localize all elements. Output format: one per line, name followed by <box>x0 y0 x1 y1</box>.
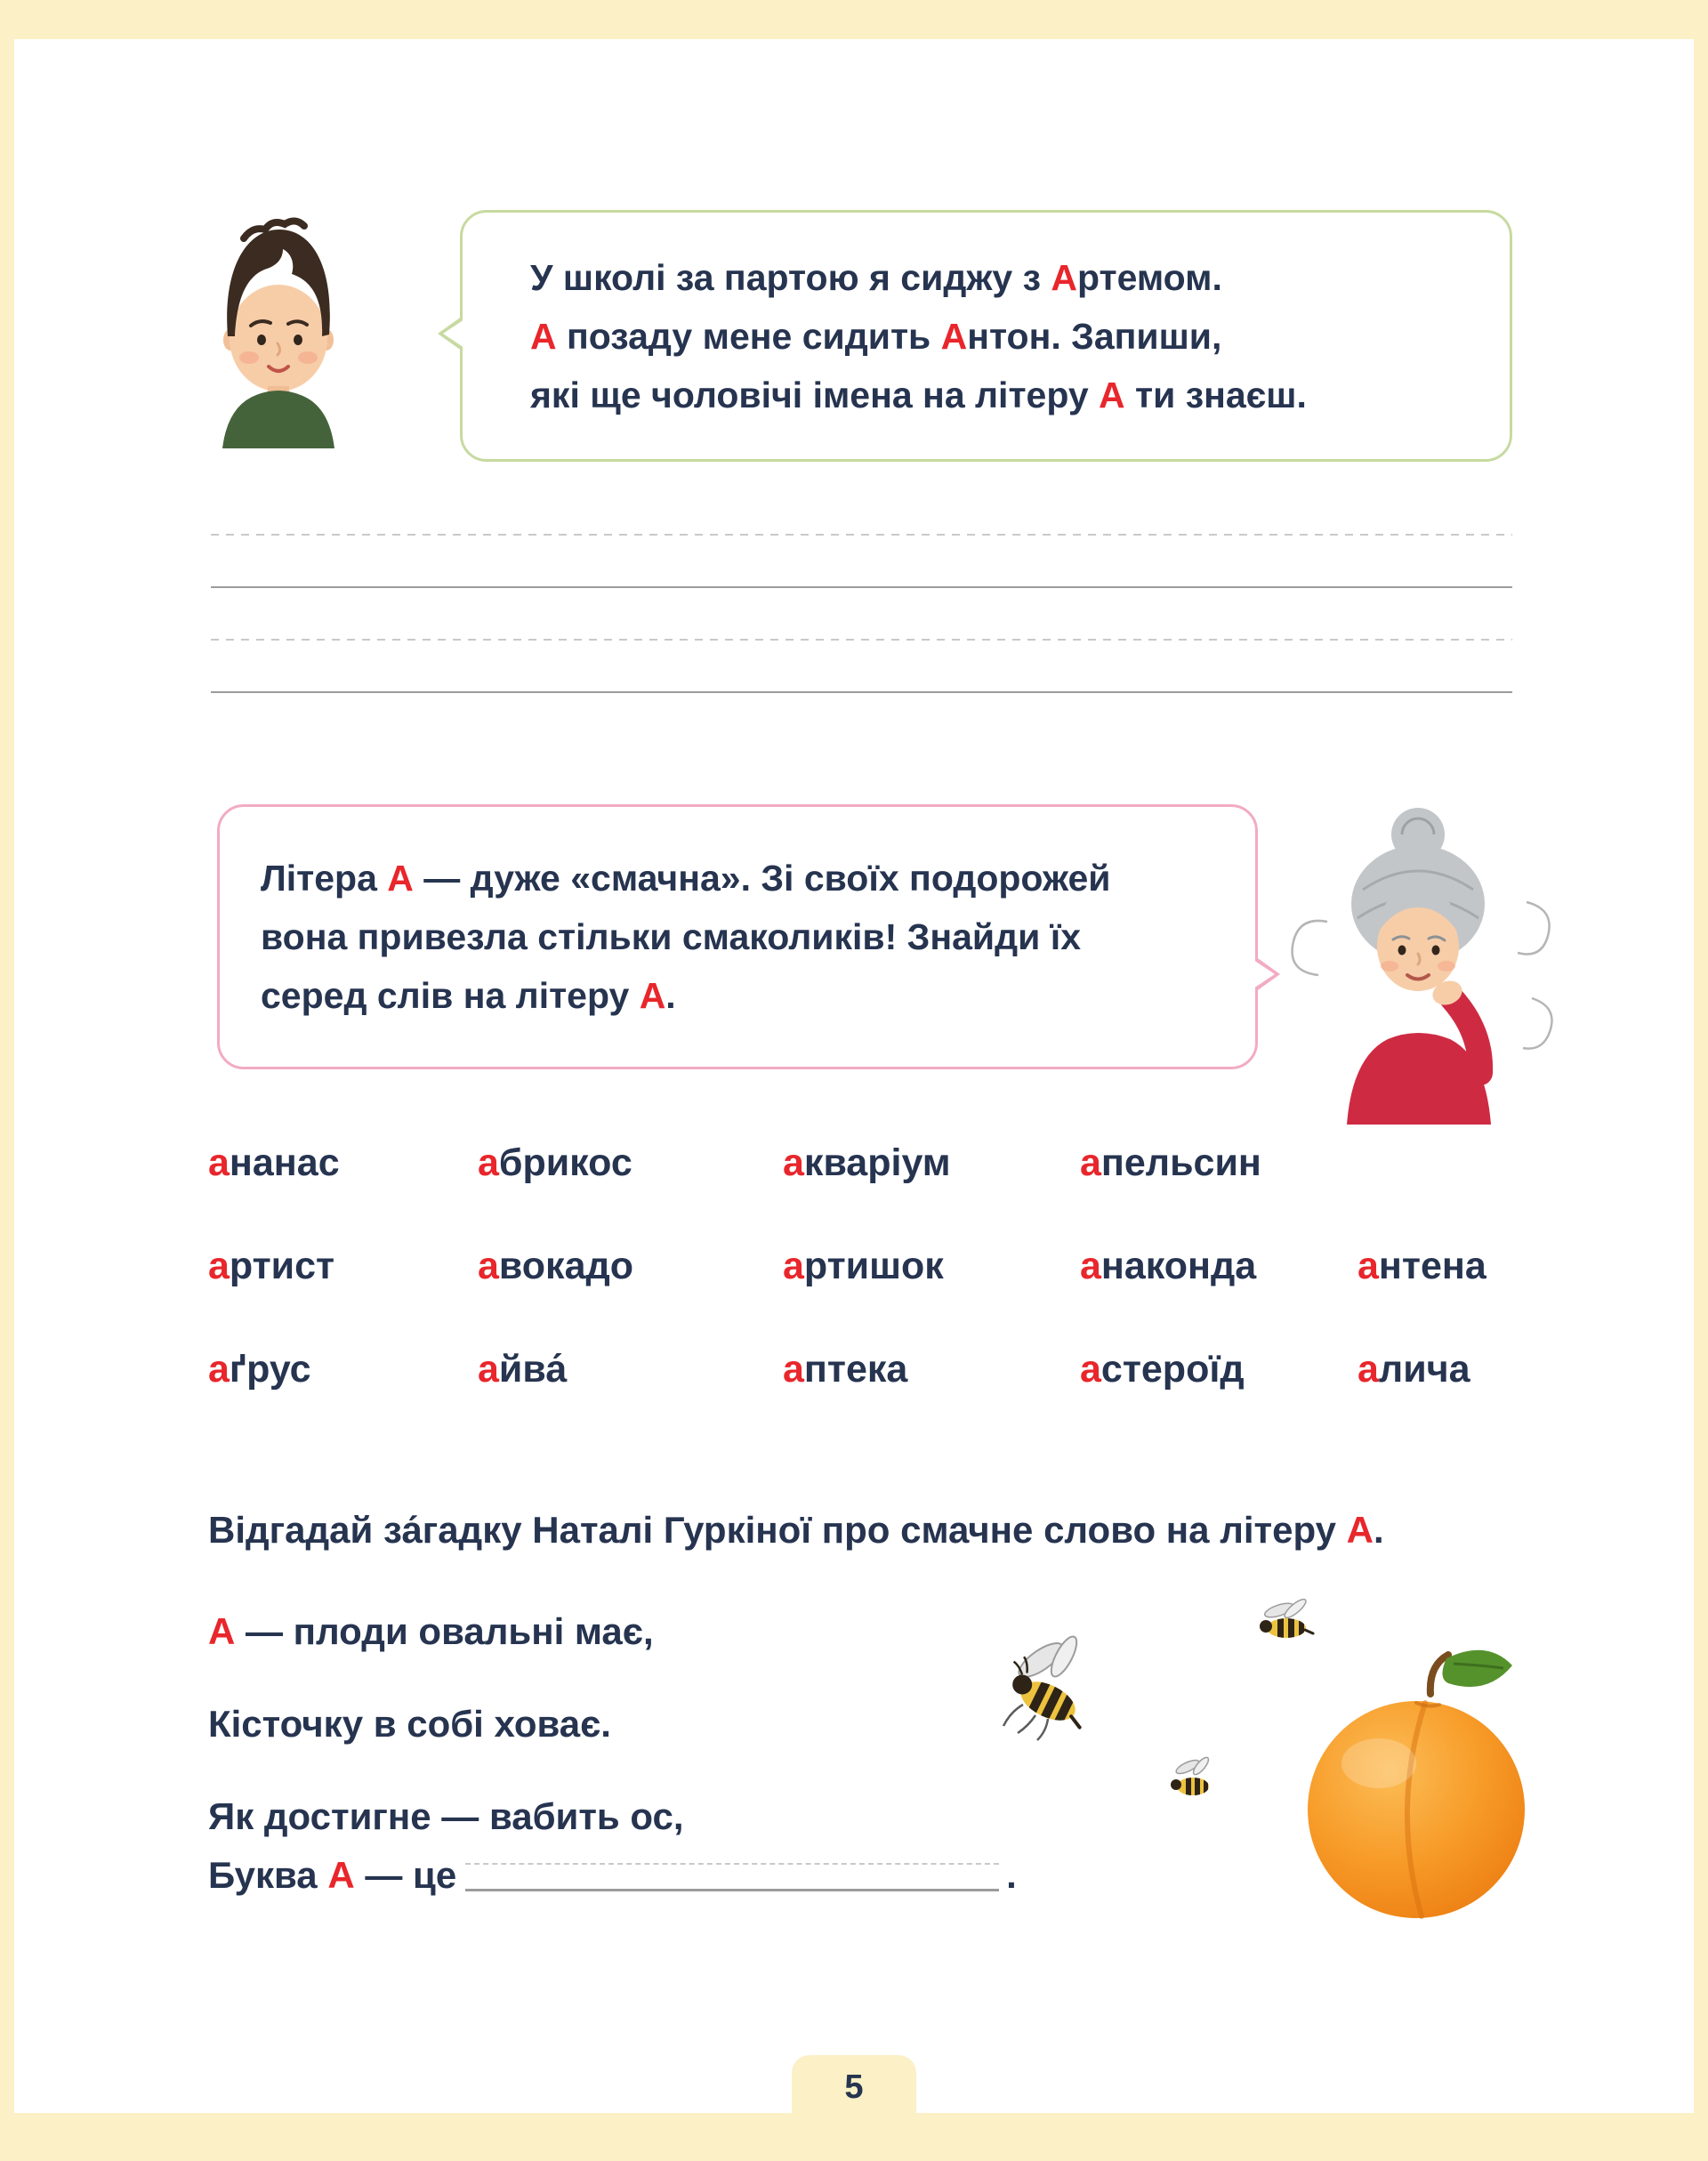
grandma-character-illustration <box>1267 797 1580 1125</box>
red-letter: а <box>1358 1348 1379 1391</box>
answer-prefix <box>208 1854 456 1896</box>
red-letter: А <box>530 315 557 357</box>
word-rest: стероїд <box>1100 1348 1245 1391</box>
word-item <box>783 1347 1080 1391</box>
word-rest: кваріум <box>803 1141 951 1184</box>
page-number: 5 <box>844 2068 864 2106</box>
text-segment: позаду мене сидить <box>556 315 941 357</box>
writing-line-dashed[interactable] <box>211 534 1512 536</box>
word-item <box>783 1244 1080 1288</box>
text-segment: серед слів на літеру <box>261 975 640 1016</box>
red-letter: а <box>1080 1245 1101 1287</box>
red-letter: а <box>208 1245 230 1287</box>
red-letter: а <box>478 1141 499 1184</box>
writing-lines-area[interactable] <box>211 534 1512 699</box>
text-segment: які ще чоловічі імена на літеру <box>530 374 1100 415</box>
red-letter: А <box>1051 256 1077 298</box>
word-item <box>783 1141 1080 1185</box>
riddle-line <box>208 1795 684 1838</box>
wasp-icon <box>993 1630 1103 1744</box>
page-number-tab <box>792 2055 916 2119</box>
riddle-answer-line <box>208 1854 1017 1897</box>
text-segment: нтон. Запиши, <box>967 315 1222 357</box>
word-row <box>208 1347 1516 1391</box>
grandma-speech-bubble <box>217 804 1258 1069</box>
word-rest: брикос <box>498 1141 632 1184</box>
word-rest: наконда <box>1100 1245 1257 1287</box>
word-rest: пельсин <box>1100 1141 1261 1184</box>
apricot-illustration <box>1295 1639 1541 1936</box>
speech-line <box>261 907 1229 966</box>
word-item <box>1080 1141 1358 1185</box>
word-item <box>1080 1347 1358 1391</box>
text-segment: ртемом. <box>1076 256 1222 298</box>
speech-line <box>261 966 1229 1025</box>
word-rest: вокадо <box>498 1245 634 1287</box>
red-letter: А <box>639 975 666 1016</box>
red-letter: а <box>208 1141 230 1184</box>
word-row <box>208 1244 1516 1288</box>
word-item <box>478 1347 783 1391</box>
word-item <box>208 1244 478 1288</box>
text-segment: — це <box>354 1854 457 1896</box>
word-grid <box>208 1141 1516 1450</box>
writing-line-solid[interactable] <box>211 586 1512 588</box>
red-letter: А <box>1346 1509 1374 1551</box>
text-segment: Літера <box>261 858 388 899</box>
word-item <box>1358 1244 1516 1288</box>
text-segment: вона привезла стільки смаколиків! Знайди їх <box>261 916 1082 957</box>
text-segment: У школі за партою я сиджу з <box>530 256 1051 298</box>
speech-line <box>530 248 1474 307</box>
word-rest: лича <box>1378 1348 1470 1391</box>
riddle-lines <box>208 1610 684 1888</box>
word-rest: йва́ <box>498 1348 568 1391</box>
word-item <box>208 1347 478 1391</box>
riddle-line <box>208 1703 684 1746</box>
word-rest: нтена <box>1378 1245 1486 1287</box>
speech-line <box>261 849 1229 907</box>
word-item <box>478 1141 783 1185</box>
word-rest: птека <box>803 1348 908 1391</box>
red-letter: а <box>478 1348 499 1391</box>
word-item <box>208 1141 478 1185</box>
word-rest: ґрус <box>229 1348 311 1391</box>
writing-line-dashed[interactable] <box>211 639 1512 641</box>
red-letter: а <box>208 1348 230 1391</box>
text-segment: Кісточку в собі ховає. <box>208 1703 611 1745</box>
riddle-intro <box>208 1509 1384 1552</box>
speech-line <box>530 307 1474 366</box>
text-segment: . <box>1373 1509 1384 1551</box>
red-letter: а <box>1080 1348 1101 1391</box>
red-letter: А <box>327 1854 355 1896</box>
word-rest: нанас <box>229 1141 340 1184</box>
red-letter: А <box>1099 374 1125 415</box>
word-item <box>1358 1347 1516 1391</box>
word-rest: ртист <box>229 1245 335 1287</box>
boy-character-illustration <box>192 205 361 448</box>
red-letter: А <box>940 315 968 357</box>
writing-line-solid[interactable] <box>211 691 1512 693</box>
red-letter: а <box>783 1245 804 1287</box>
answer-blank[interactable] <box>465 1863 999 1891</box>
word-item <box>478 1244 783 1288</box>
word-row <box>208 1141 1516 1185</box>
wasp-icon <box>1249 1598 1317 1644</box>
red-letter: а <box>1080 1141 1101 1184</box>
answer-period: . <box>1006 1854 1017 1896</box>
text-segment: — дуже «смачна». Зі своїх подорожей <box>413 858 1111 899</box>
riddle-line <box>208 1610 684 1653</box>
red-letter: а <box>783 1348 804 1391</box>
text-segment: . <box>665 975 676 1016</box>
bee-icon <box>1164 1754 1219 1802</box>
red-letter: А <box>208 1610 236 1652</box>
boy-speech-bubble <box>460 210 1512 462</box>
speech-line <box>530 366 1474 424</box>
red-letter: а <box>1358 1245 1379 1287</box>
red-letter: А <box>387 858 414 899</box>
word-rest: ртишок <box>803 1245 944 1287</box>
word-item <box>1080 1244 1358 1288</box>
text-segment: Буква <box>208 1854 328 1896</box>
red-letter: а <box>478 1245 499 1287</box>
text-segment: — плоди овальні має, <box>235 1610 654 1652</box>
text-segment: ти знаєш. <box>1124 374 1307 415</box>
text-segment: Відгадай за́гадку Наталі Гуркіної про смачне слово на літеру <box>208 1509 1347 1551</box>
page-content <box>14 39 1694 2113</box>
text-segment: Як достигне — вабить ос, <box>208 1795 684 1837</box>
red-letter: а <box>783 1141 804 1184</box>
